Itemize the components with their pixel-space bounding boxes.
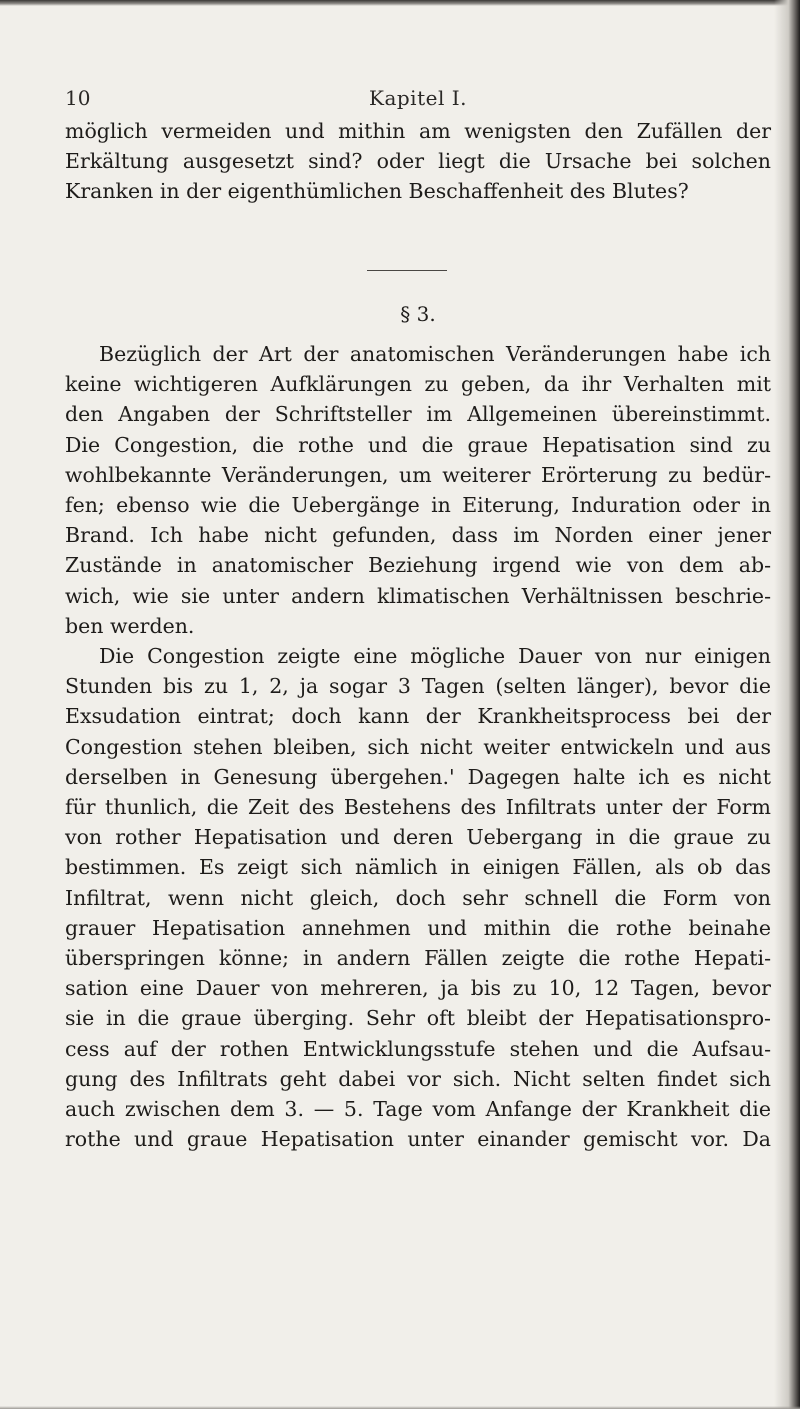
text-line: derselben in Genesung übergehen.' Dagegen halte ich es nicht (65, 764, 771, 789)
text-line: Erkältung ausgesetzt sind? oder liegt die Ursache bei solchen (65, 149, 771, 174)
section-body (65, 339, 771, 1154)
text-line: Congestion stehen bleiben, sich nicht weiter entwickeln und aus (65, 734, 771, 759)
text-line: bestimmen. Es zeigt sich nämlich in einigen Fällen, als ob das (65, 855, 771, 880)
text-line: sation eine Dauer von mehreren, ja bis zu 10, 12 Tagen, bevor (65, 976, 771, 1001)
text-line: Kranken in der eigenthümlichen Beschaffenheit des Blutes? (65, 179, 689, 204)
paragraph-anatomical-changes (65, 339, 771, 641)
page-number: 10 (65, 86, 91, 110)
text-line: sie in die graue überging. Sehr oft bleibt der Hepatisationspro- (65, 1006, 771, 1031)
text-line: wich, wie sie unter andern klimatischen Verhältnissen beschrie- (65, 583, 771, 608)
running-title: Kapitel I. (369, 86, 467, 110)
text-line: Bezüglich der Art der anatomischen Veränderungen habe ich (99, 342, 771, 366)
section-divider (367, 270, 447, 271)
paragraph-congestion (65, 641, 771, 1154)
text-line: keine wichtigeren Aufklärungen zu geben, da ihr Verhalten mit (65, 372, 771, 397)
text-line: cess auf der rothen Entwicklungsstufe stehen und die Aufsau- (65, 1036, 771, 1061)
text-line: Die Congestion zeigte eine mögliche Dauer von nur einigen (99, 644, 771, 669)
running-head (65, 86, 771, 114)
text-line: gung des Infiltrats geht dabei vor sich. Nicht selten findet sich (65, 1066, 771, 1091)
text-line: überspringen könne; in andern Fällen zeigte die rothe Hepati- (65, 946, 771, 971)
text-line: rothe und graue Hepatisation unter einander gemischt vor. Da (65, 1127, 771, 1152)
text-line: möglich vermeiden und mithin am wenigsten den Zufällen der (65, 119, 771, 143)
paragraph-continued (65, 116, 771, 207)
text-line: ben werden. (65, 613, 195, 638)
section-heading: § 3. (400, 302, 436, 326)
page-right-edge (774, 0, 800, 1409)
page-top-edge (0, 0, 800, 6)
text-line: Brand. Ich habe nicht gefunden, dass im Norden einer jener (65, 523, 771, 548)
text-line: von rother Hepatisation und deren Uebergang in die graue zu (65, 825, 771, 850)
text-line: fen; ebenso wie die Uebergänge in Eiterung, Induration oder in (65, 493, 771, 518)
text-line: Zustände in anatomischer Beziehung irgend wie von dem ab- (65, 553, 771, 578)
text-line: Exsudation eintrat; doch kann der Krankheitsprocess bei der (65, 704, 771, 729)
text-line: Die Congestion, die rothe und die graue Hepatisation sind zu (65, 432, 771, 457)
text-line: Stunden bis zu 1, 2, ja sogar 3 Tagen (selten länger), bevor die (65, 674, 771, 699)
text-line: Infiltrat, wenn nicht gleich, doch sehr schnell die Form von (65, 885, 771, 910)
text-line: grauer Hepatisation annehmen und mithin die rothe beinahe (65, 915, 771, 940)
text-line: für thunlich, die Zeit des Bestehens des Infiltrats unter der Form (65, 795, 771, 820)
text-line: auch zwischen dem 3. — 5. Tage vom Anfange der Krankheit die (65, 1097, 771, 1122)
text-line: wohlbekannte Veränderungen, um weiterer Erörterung zu bedür- (65, 462, 771, 487)
text-line: den Angaben der Schriftsteller im Allgemeinen übereinstimmt. (65, 402, 771, 427)
